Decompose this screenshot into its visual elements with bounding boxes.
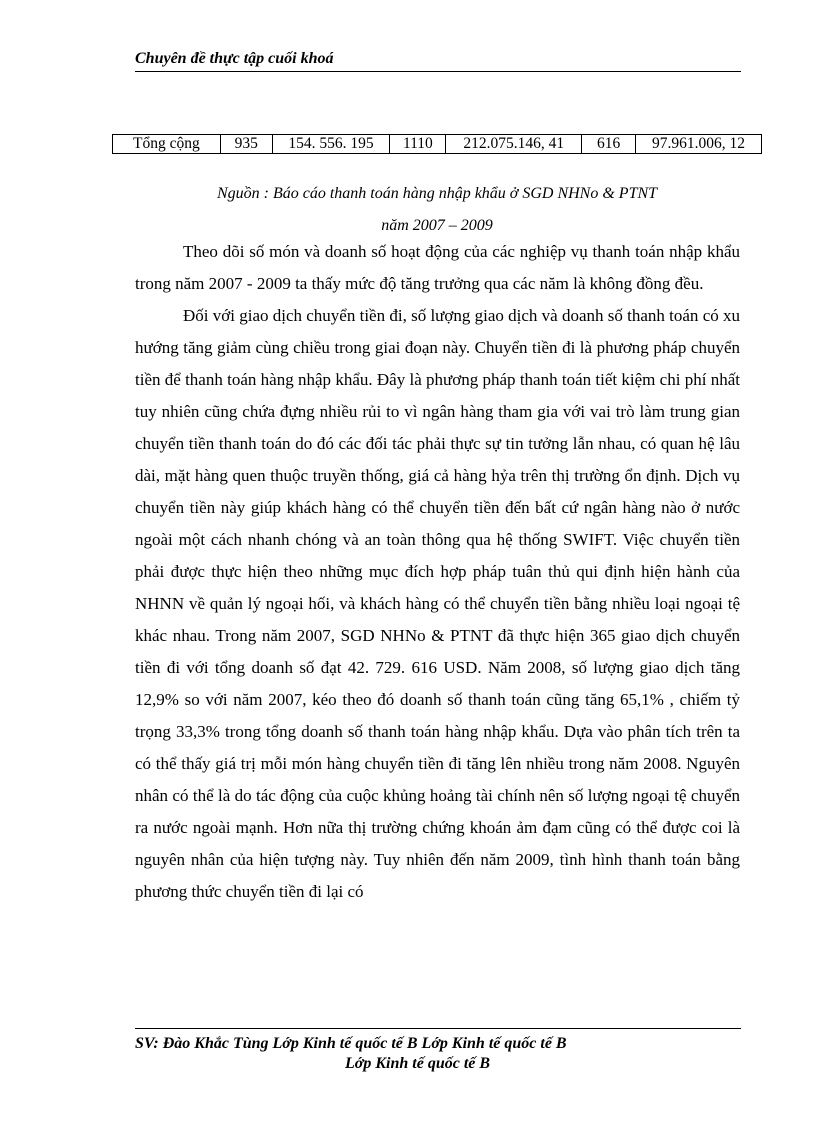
table-source-note [112,178,762,242]
table-row-total [113,135,762,154]
source-line-1: Nguồn : Báo cáo thanh toán hàng nhập khẩu ở SGD NHNo & PTNT [216,185,658,202]
table-cell: 154. 556. 195 [272,135,390,154]
body-text [135,236,740,908]
header-divider [135,71,741,72]
paragraph: Theo dõi số món và doanh số hoạt động của các nghiệp vụ thanh toán nhập khẩu trong năm 2007 - 2009 ta thấy mức độ tăng trưởng qua các năm là không đồng đều. [135,242,740,293]
table-cell: 212.075.146, 41 [446,135,582,154]
table-cell-label: Tổng cộng [113,135,221,154]
page-footer [135,1034,741,1074]
table-cell: 616 [582,135,636,154]
page-header: Chuyên đề thực tập cuối khoá [135,50,334,67]
table-cell: 97.961.006, 12 [636,135,762,154]
footer-divider [135,1028,741,1029]
footer-line-1: SV: Đào Khắc Tùng Lớp Kinh tế quốc tế B Lớp Kinh tế quốc tế B [135,1035,567,1052]
table-cell: 935 [220,135,272,154]
source-line-2: năm 2007 – 2009 [381,217,493,234]
table-cell: 1110 [390,135,446,154]
summary-table [112,134,762,154]
paragraph: Đối với giao dịch chuyển tiền đi, số lượng giao dịch và doanh số thanh toán có xu hướng tăng giảm cùng chiều trong giai đoạn này. Chuyển tiền đi là phương pháp chuyển tiền để thanh toán hàng nhập khẩu. Đây là phương pháp thanh toán tiết kiệm chi phí nhất tuy nhiên cũng chứa đựng nhiều rủi to vì ngân hàng tham gia với vai trò làm trung gian chuyển tiền thanh toán do đó các đối tác phải thực sự tin tưởng lẫn nhau, có quan hệ lâu dài, mặt hàng quen thuộc truyền thống, giá cả hàng hỷa trên thị trường ổn định. Dịch vụ chuyển tiền này giúp khách hàng có thể chuyển tiền đến bất cứ ngân hàng nào ở nước ngoài một cách nhanh chóng và an toàn thông qua hệ thống SWIFT. Việc chuyển tiền phải được thực hiện theo những mục đích hợp pháp tuân thủ qui định hiện hành của NHNN về quản lý ngoại hối, và khách hàng có thể chuyển tiền bằng nhiều loại ngoại tệ khác nhau. Trong năm 2007, SGD NHNo & PTNT đã thực hiện 365 giao dịch chuyển tiền đi với tổng doanh số đạt 42. 729. 616 USD. Năm 2008, số lượng giao dịch tăng 12,9% so với năm 2007, kéo theo đó doanh số thanh toán cũng tăng 65,1% , chiếm tỷ trọng 33,3% trong tổng doanh số thanh toán hàng nhập khẩu. Dựa vào phân tích trên ta có thể thấy giá trị mỗi món hàng chuyển tiền đi tăng lên nhiều trong năm 2008. Nguyên nhân có thể là do tác động của cuộc khủng hoảng tài chính nên số lượng ngoại tệ chuyển ra nước ngoài mạnh. Hơn nữa thị trường chứng khoán ảm đạm cũng có thể được coi là nguyên nhân của hiện tượng này. Tuy nhiên đến năm 2009, tình hình thanh toán bằng phương thức chuyển tiền đi lại có [135,306,740,901]
footer-line-2: Lớp Kinh tế quốc tế B [345,1055,491,1072]
